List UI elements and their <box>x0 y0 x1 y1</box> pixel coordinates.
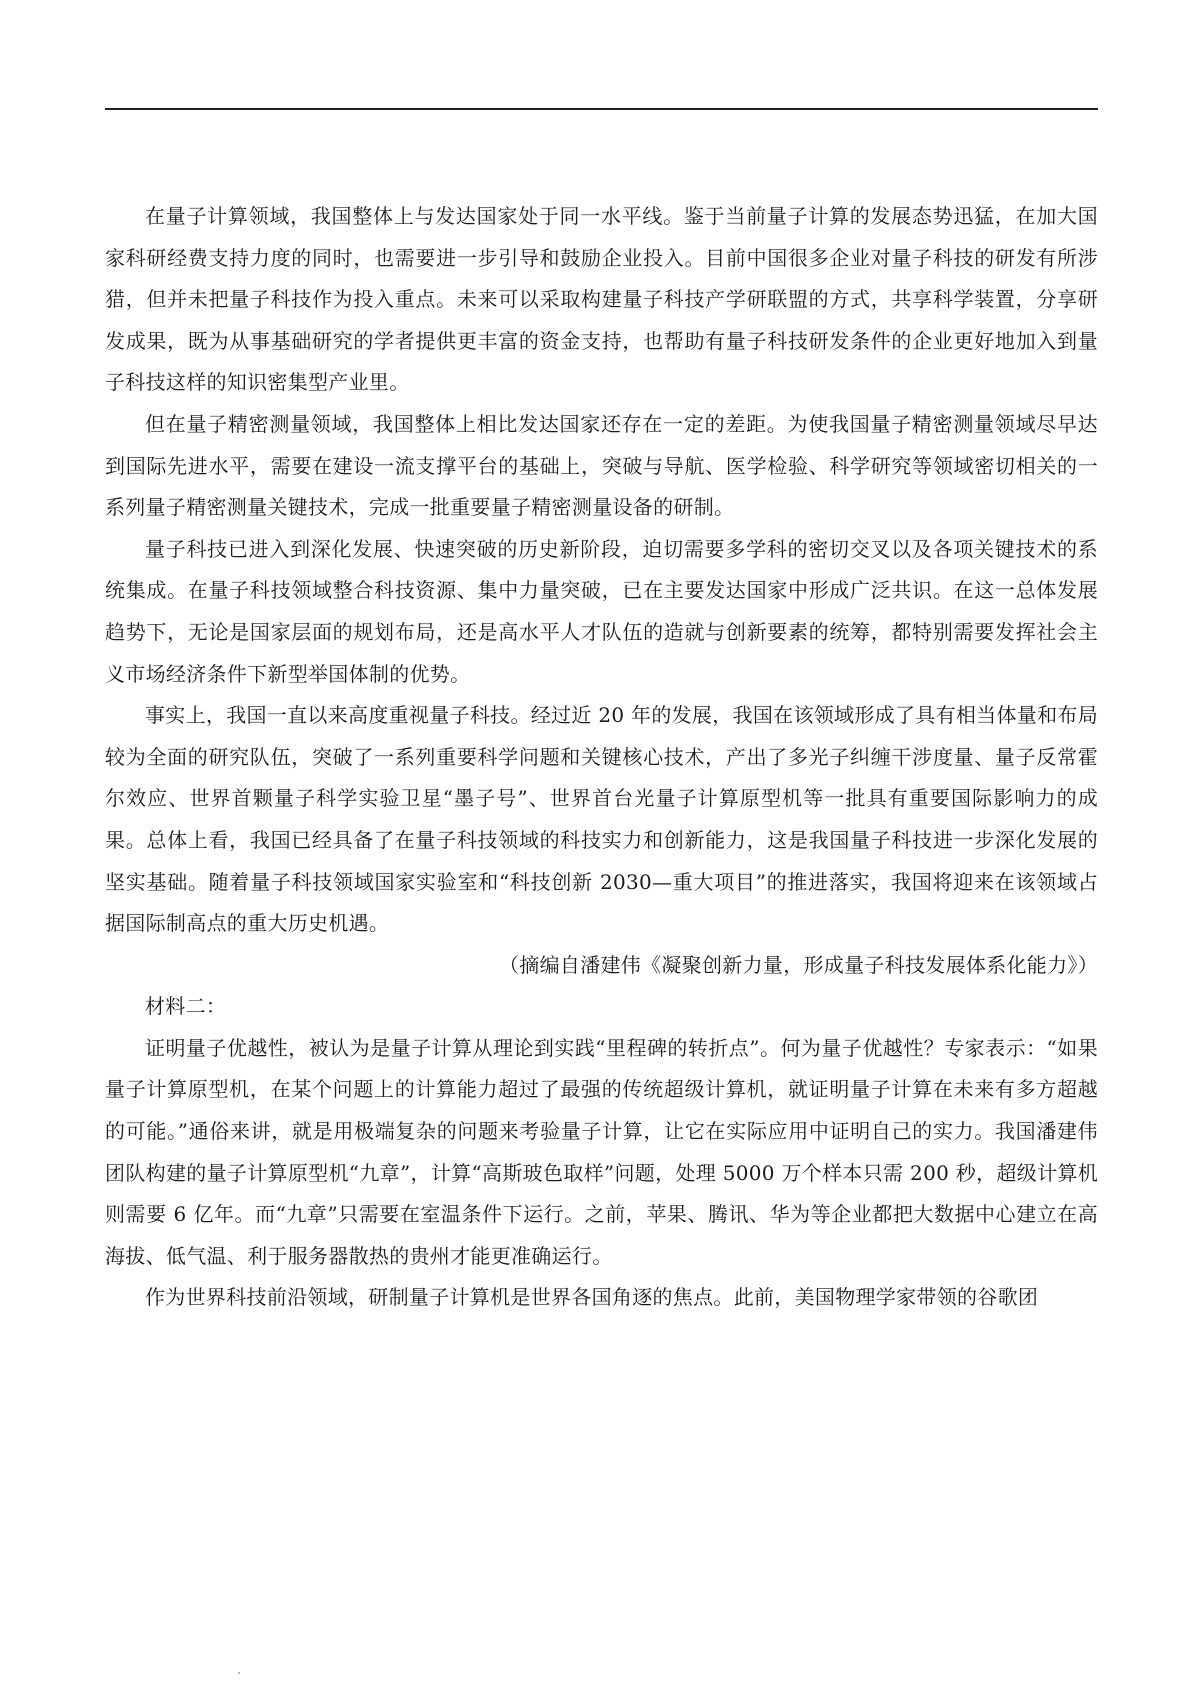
paragraph-1: 在量子计算领域，我国整体上与发达国家处于同一水平线。鉴于当前量子计算的发展态势迅猛，在加大国家科研经费支持力度的同时，也需要进一步引导和鼓励企业投入。目前中国很多企业对量子科技的研发有所涉猎，但并未把量子科技作为投入重点。未来可以采取构建量子科技产学研联盟的方式，共享科学装置，分享研发成果，既为从事基础研究的学者提供更丰富的资金支持，也帮助有量子科技研发条件的企业更好地加入到量子科技这样的知识密集型产业里。 <box>105 204 1098 395</box>
material-2-heading: 材料二： <box>145 994 227 1019</box>
paragraph-3: 量子科技已进入到深化发展、快速突破的历史新阶段，迫切需要多学科的密切交叉以及各项关键技术的系统集成。在量子科技领域整合科技资源、集中力量突破，已在主要发达国家中形成广泛共识。在这一总体发展趋势下，无论是国家层面的规划布局，还是高水平人才队伍的造就与创新要素的统筹，都特别需要发挥社会主义市场经济条件下新型举国体制的优势。 <box>105 536 1098 686</box>
paragraph-2: 但在量子精密测量领域，我国整体上相比发达国家还存在一定的差距。为使我国量子精密测量领域尽早达到国际先进水平，需要在建设一流支撑平台的基础上，突破与导航、医学检验、科学研究等领域密切相关的一系列量子精密测量关键技术，完成一批重要量子精密测量设备的研制。 <box>105 411 1098 520</box>
material-2-paragraph-1: 证明量子优越性，被认为是量子计算从理论到实践“里程碑的转折点”。何为量子优越性？专家表示：“如果量子计算原型机，在某个问题上的计算能力超过了最强的传统超级计算机，就证明量子计算在未来有多方超越的可能。”通俗来讲，就是用极端复杂的问题来考验量子计算，让它在实际应用中证明自己的实力。我国潘建伟团队构建的量子计算原型机“九章”，计算“高斯玻色取样”问题，处理 5000 万个样本只需 200 秒，超级计算机则需要 6 亿年。而“九章”只需要在室温条件下运行。之前，苹果、腾讯、华为等企业都把大数据中心建立在高海拔、低气温、利于服务器散热的贵州才能更准确运行。 <box>105 1035 1098 1268</box>
header-rule <box>105 108 1098 110</box>
footer-mark <box>238 1672 240 1674</box>
material-2-paragraph-2: 作为世界科技前沿领域，研制量子计算机是世界各国角逐的焦点。此前，美国物理学家带领的谷歌团 <box>145 1285 1039 1310</box>
article-body <box>105 196 1098 1319</box>
source-citation: （摘编自潘建伟《凝聚创新力量，形成量子科技发展体系化能力》） <box>499 952 1098 977</box>
paragraph-4: 事实上，我国一直以来高度重视量子科技。经过近 20 年的发展，我国在该领域形成了具有相当体量和布局较为全面的研究队伍，突破了一系列重要科学问题和关键核心技术，产出了多光子纠缠干涉度量、量子反常霍尔效应、世界首颗量子科学实验卫星“墨子号”、世界首台光量子计算原型机等一批具有重要国际影响力的成果。总体上看，我国已经具备了在量子科技领域的科技实力和创新能力，这是我国量子科技进一步深化发展的坚实基础。随着量子科技领域国家实验室和“科技创新 2030—重大项目”的推进落实，我国将迎来在该领域占据国际制高点的重大历史机遇。 <box>105 703 1098 936</box>
